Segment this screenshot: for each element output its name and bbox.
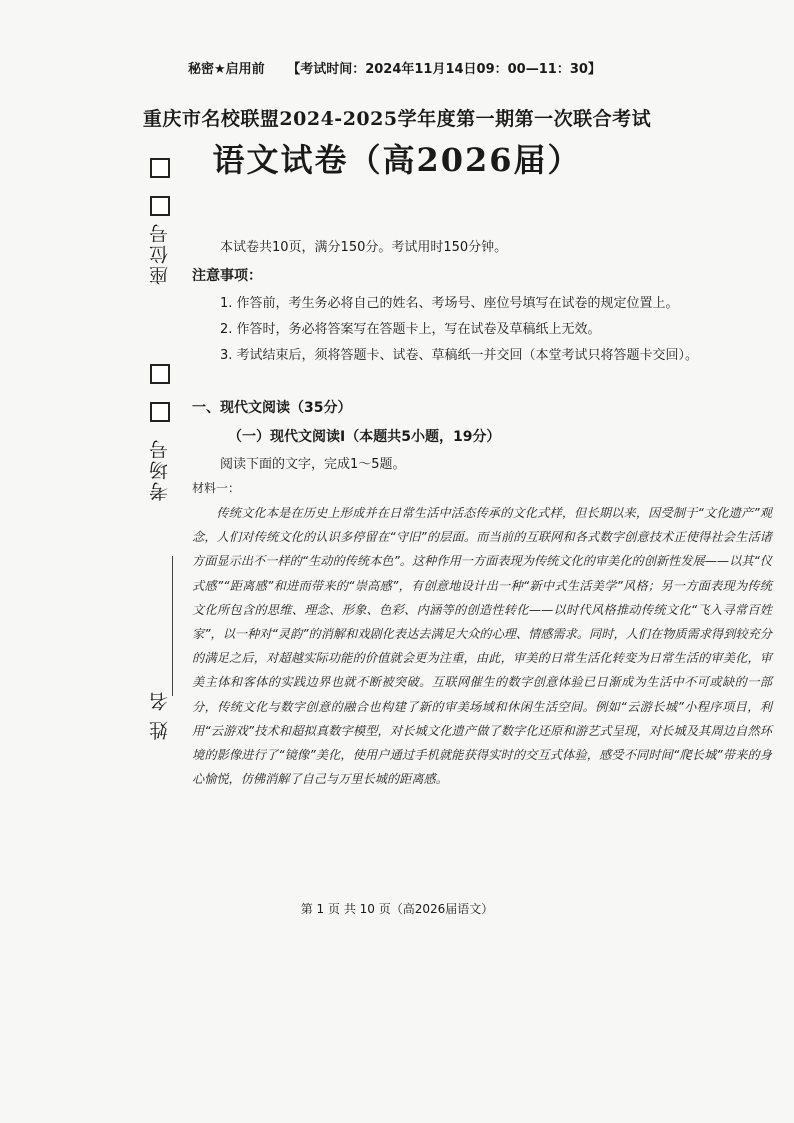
exam-time: 【考试时间：2024年11月14日09：00—11：30】 [287, 62, 601, 77]
room-number-label: 考场号 [149, 438, 171, 501]
name-label: 姓 名 [149, 690, 171, 741]
reading-instruction: 阅读下面的文字，完成1～5题。 [220, 457, 406, 472]
notice-item: 3. 考试结束后，须将答题卡、试卷、草稿纸一并交回（本堂考试只将答题卡交回）。 [220, 348, 699, 363]
room-box [150, 364, 170, 384]
page-footer: 第 1 页 共 10 页（高2026届语文） [300, 902, 494, 916]
section-title: 一、现代文阅读（35分） [192, 400, 352, 416]
seat-box [150, 196, 170, 216]
notice-item: 1. 作答前，考生务必将自己的姓名、考场号、座位号填写在试卷的规定位置上。 [220, 296, 679, 311]
seat-number-label: 座位号 [149, 222, 171, 285]
exam-header [188, 58, 619, 77]
notice-title: 注意事项： [192, 268, 262, 284]
material-label: 材料一： [192, 481, 241, 495]
material-paragraph: 传统文化本是在历史上形成并在日常生活中活态传承的文化式样，但长期以来，因受制于“文化遗产”观念，人们对传统文化的认识多停留在“守旧”的层面。而当前的互联网和各式数字创意技术正使得社会生活诸方面显示出不一样的“生动的传统本色”。这种作用一方面表现为传统文化的审美化的创新性发展——以其“仪式感”“距离感”和进而带来的“崇高感”，有创意地设计出一种“新中式生活美学”风格；另一方面表现为传统文化所包含的思维、理念、形象、色彩、内涵等的创造性转化——以时代风格推动传统文化“飞入寻常百姓家”，以一种对“灵韵”的消解和戏剧化表达去满足大众的心理、情感需求。同时，人们在物质需求得到较充分的满足之后，对超越实际功能的价值就会更为注重，由此，审美的日常生活化转变为日常生活的审美化，审美主体和客体的实践边界也就不断被突破。互联网催生的数字创意体验已日渐成为生活中不可或缺的一部分，传统文化与数字创意的融合也构建了新的审美场域和休闲生活空间。例如“云游长城”小程序项目，利用“云游戏”技术和超拟真数字模型，对长城文化遗产做了数字化还原和游艺式呈现，对长城及其周边自然环境的影像进行了“镜像”美化，使用户通过手机就能获得实时的交互式体验，感受不同时间“爬长城”带来的身心愉悦，仿佛消解了自己与万里长城的距离感。 [192, 506, 772, 787]
exam-title-top: 重庆市名校联盟2024-2025学年度第一期第一次联合考试 [142, 108, 652, 130]
exam-intro: 本试卷共10页，满分150分。考试用时150分钟。 [220, 240, 508, 255]
exam-title-main: 语文试卷（高2026届） [212, 141, 582, 179]
subsection-title: （一）现代文阅读Ⅰ（本题共5小题，19分） [228, 429, 501, 445]
room-box [150, 402, 170, 422]
secret-label: 秘密★启用前 [188, 62, 265, 77]
name-line [172, 556, 173, 696]
seat-box [150, 158, 170, 178]
notice-item: 2. 作答时，务必将答案写在答题卡上，写在试卷及草稿纸上无效。 [220, 322, 601, 337]
